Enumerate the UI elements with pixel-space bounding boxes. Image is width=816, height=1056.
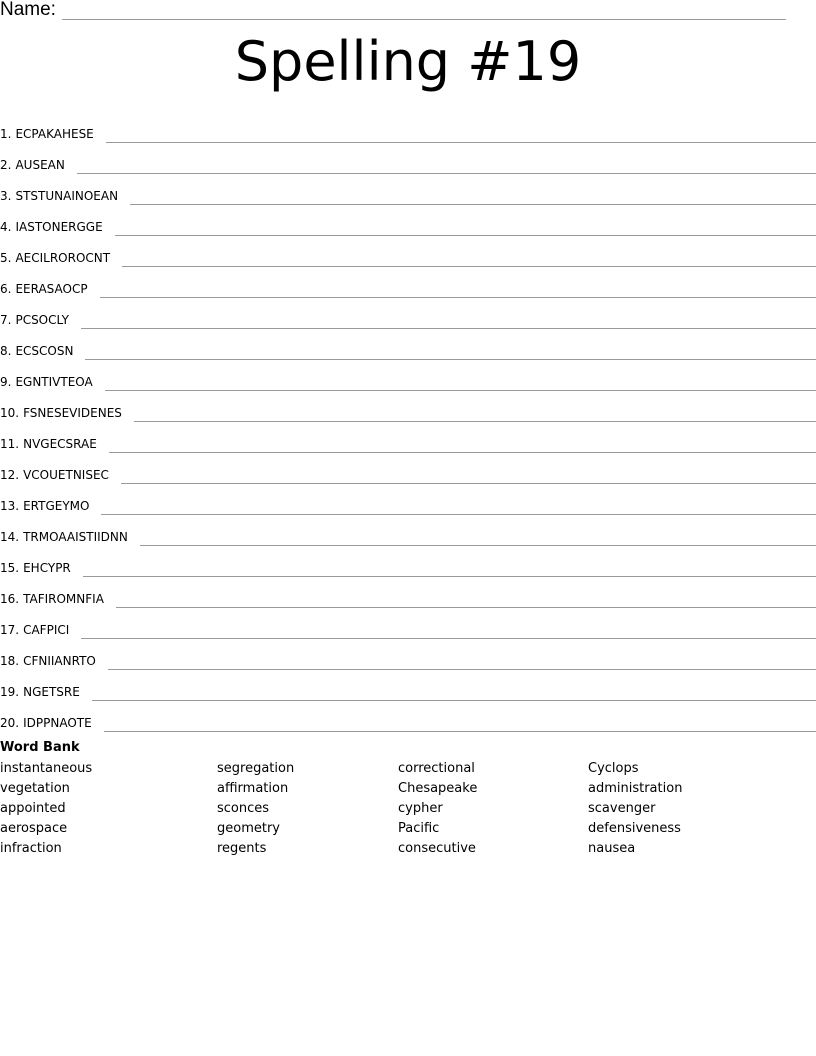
answer-line[interactable] [116,593,816,608]
word-bank [0,739,816,859]
question-row [0,546,816,577]
scrambled-word: IDPPNAOTE [23,716,92,730]
answer-line[interactable] [109,438,816,453]
scrambled-word: AECILROROCNT [15,251,111,265]
answer-line[interactable] [108,655,816,670]
question-label [0,249,110,267]
question-number: 6. [0,282,12,296]
name-label: Name: [0,0,56,20]
question-label [0,621,69,639]
question-label [0,590,104,608]
answer-line[interactable] [92,686,816,701]
question-label [0,280,88,298]
question-number: 17. [0,623,20,637]
word-bank-word: Cyclops [588,761,639,776]
word-bank-title: Word Bank [0,740,80,755]
question-number: 20. [0,716,20,730]
scrambled-word: NVGECSRAE [23,437,97,451]
scrambled-word: AUSEAN [15,158,65,172]
scrambled-word: PCSOCLY [15,313,69,327]
answer-line[interactable] [100,283,816,298]
scrambled-word: FSNESEVIDENES [23,406,122,420]
question-row [0,236,816,267]
word-bank-word: vegetation [0,781,70,796]
question-number: 19. [0,685,20,699]
answer-line[interactable] [104,717,816,732]
question-number: 16. [0,592,20,606]
question-number: 8. [0,344,12,358]
question-label [0,559,71,577]
scrambled-word: ECPAKAHESE [15,127,94,141]
name-input-line[interactable] [62,2,786,20]
question-label [0,466,109,484]
question-row [0,422,816,453]
word-bank-word: Pacific [398,821,440,836]
word-bank-word: scavenger [588,801,656,816]
scrambled-word: NGETSRE [23,685,80,699]
word-bank-word: appointed [0,801,66,816]
name-row [0,0,786,20]
question-row [0,112,816,143]
word-bank-word: sconces [217,801,270,816]
answer-line[interactable] [115,221,816,236]
question-label [0,435,97,453]
answer-line[interactable] [105,376,816,391]
answer-line[interactable] [130,190,816,205]
question-row [0,515,816,546]
question-number: 15. [0,561,20,575]
word-bank-word: administration [588,781,683,796]
word-bank-word: Chesapeake [398,781,478,796]
answer-line[interactable] [101,500,816,515]
word-bank-column [0,759,92,859]
question-label [0,342,73,360]
answer-line[interactable] [81,314,816,329]
question-number: 12. [0,468,20,482]
question-row [0,391,816,422]
answer-line[interactable] [121,469,816,484]
word-bank-column [398,759,477,859]
scrambled-word: VCOUETNISEC [23,468,109,482]
word-bank-word: geometry [217,821,281,836]
scrambled-word: EERASAOCP [15,282,88,296]
question-label [0,404,122,422]
scrambled-word: EHCYPR [23,561,71,575]
word-bank-word: nausea [588,841,636,856]
question-row [0,670,816,701]
question-row [0,701,816,732]
word-bank-word: defensiveness [588,821,681,836]
question-number: 13. [0,499,20,513]
question-row [0,484,816,515]
question-number: 5. [0,251,12,265]
question-label [0,156,65,174]
question-row [0,608,816,639]
answer-line[interactable] [81,624,816,639]
question-number: 1. [0,127,12,141]
question-label [0,652,96,670]
question-number: 18. [0,654,20,668]
word-bank-word: affirmation [217,781,289,796]
question-label [0,218,103,236]
question-label [0,528,128,546]
scrambled-word: CFNIIANRTO [23,654,96,668]
question-label [0,125,94,143]
question-number: 3. [0,189,12,203]
question-row [0,329,816,360]
word-bank-word: correctional [398,761,475,776]
question-row [0,453,816,484]
question-list [0,112,816,732]
question-label [0,187,118,205]
answer-line[interactable] [83,562,816,577]
question-label [0,497,89,515]
answer-line[interactable] [140,531,816,546]
question-label [0,311,69,329]
question-number: 4. [0,220,12,234]
word-bank-word: instantaneous [0,761,93,776]
page-title: Spelling #19 [234,30,582,93]
scrambled-word: ECSCOSN [15,344,74,358]
word-bank-word: regents [217,841,267,856]
word-bank-word: cypher [398,801,443,816]
scrambled-word: IASTONERGGE [15,220,103,234]
word-bank-column [588,759,682,859]
question-row [0,298,816,329]
scrambled-word: CAFPICI [23,623,70,637]
word-bank-word: consecutive [398,841,476,856]
question-row [0,205,816,236]
word-bank-word: aerospace [0,821,68,836]
answer-line[interactable] [134,407,816,422]
scrambled-word: STSTUNAINOEAN [15,189,119,203]
question-row [0,639,816,670]
answer-line[interactable] [106,128,816,143]
question-label [0,714,92,732]
question-number: 9. [0,375,12,389]
answer-line[interactable] [85,345,816,360]
question-row [0,143,816,174]
question-number: 11. [0,437,20,451]
scrambled-word: EGNTIVTEOA [15,375,93,389]
question-number: 10. [0,406,20,420]
question-number: 2. [0,158,12,172]
question-number: 14. [0,530,20,544]
word-bank-column [217,759,294,859]
question-label [0,683,80,701]
question-label [0,373,93,391]
scrambled-word: TRMOAAISTIIDNN [23,530,128,544]
scrambled-word: TAFIROMNFIA [23,592,104,606]
question-row [0,577,816,608]
question-number: 7. [0,313,12,327]
word-bank-word: infraction [0,841,62,856]
word-bank-grid [0,759,816,859]
scrambled-word: ERTGEYMO [23,499,90,513]
answer-line[interactable] [122,252,816,267]
question-row [0,360,816,391]
answer-line[interactable] [77,159,816,174]
question-row [0,174,816,205]
word-bank-word: segregation [217,761,295,776]
question-row [0,267,816,298]
